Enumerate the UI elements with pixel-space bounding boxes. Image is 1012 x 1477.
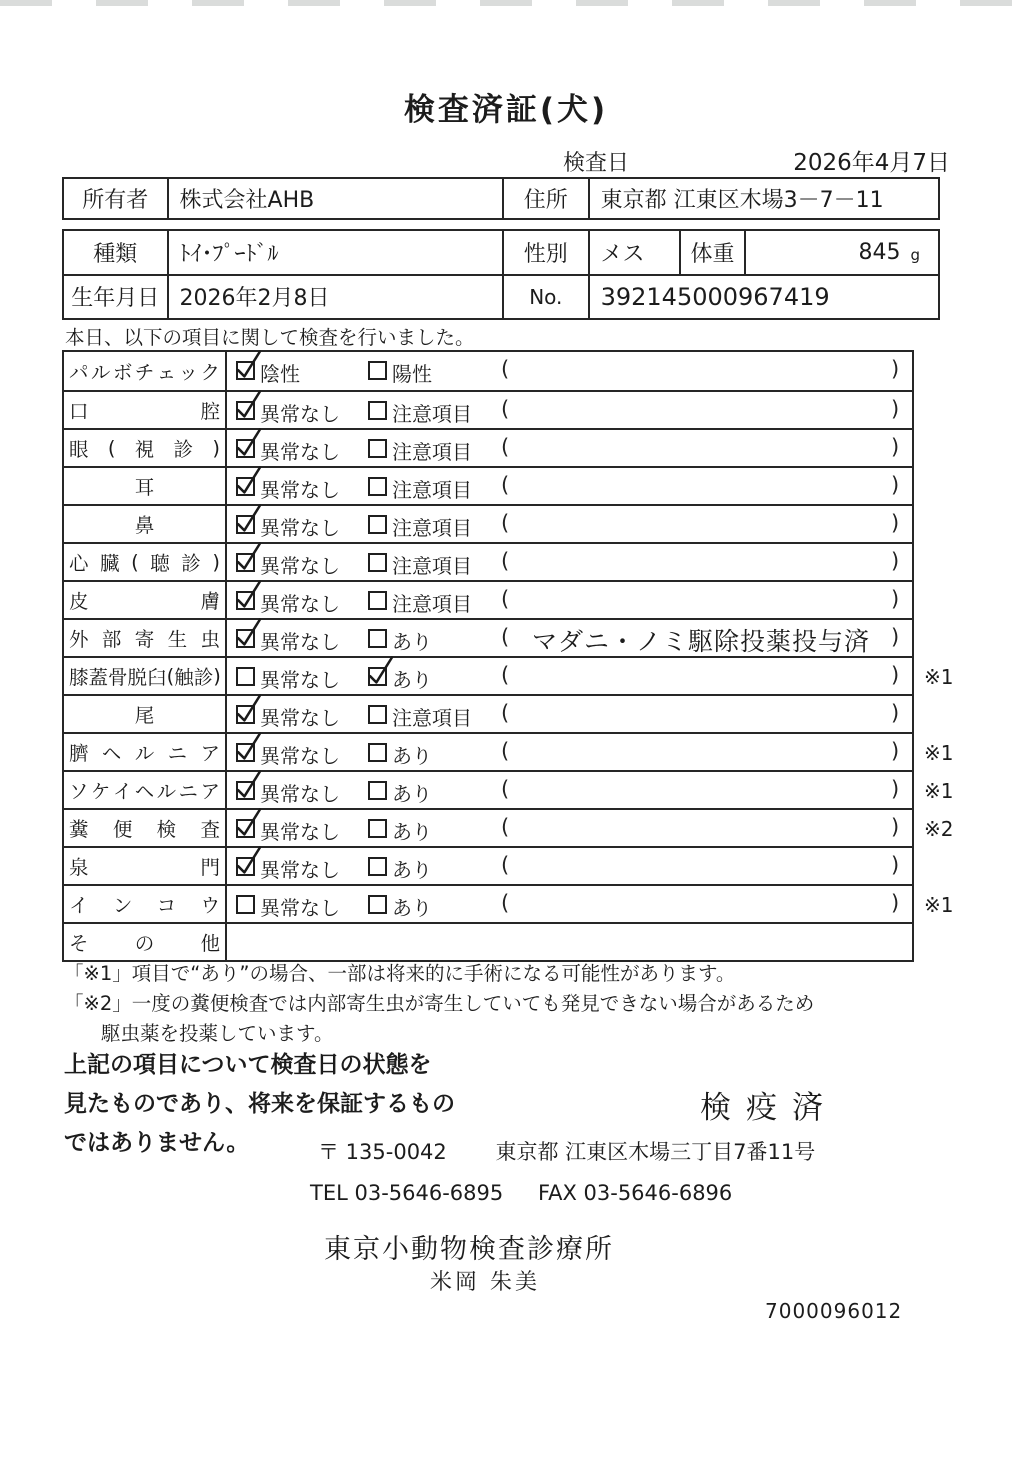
- intro-text: 本日、以下の項目に関して検査を行いました。: [65, 326, 475, 349]
- checklist-row: [64, 428, 912, 466]
- footnotes: [64, 959, 814, 1049]
- option-label: あり: [392, 630, 432, 654]
- weight-label: 体重: [690, 241, 735, 267]
- paren-close: ): [891, 815, 900, 839]
- number-label-cell: [502, 276, 588, 319]
- paren-note: マダニ・ノミ駆除投薬投与済: [531, 627, 870, 656]
- disclaimer-line: 上記の項目について検査日の状態を: [64, 1052, 432, 1078]
- number-label: No.: [529, 284, 563, 309]
- empty-checkbox: [368, 705, 387, 724]
- postal-code: 〒 135-0042: [318, 1140, 447, 1164]
- item-label: 皮 膚: [64, 582, 227, 618]
- checked-checkbox: [236, 591, 255, 610]
- checkmark-icon: [234, 768, 262, 802]
- paren-close: ): [891, 511, 900, 535]
- checklist-row: [64, 466, 912, 504]
- pet-row-1: [64, 231, 938, 274]
- checkmark-icon: [234, 426, 262, 460]
- checklist-row: [64, 922, 912, 960]
- option-label: 異常なし: [260, 402, 340, 426]
- clinic-name: 東京小動物検査診療所: [324, 1234, 614, 1265]
- checklist-row: [64, 808, 954, 846]
- empty-checkbox: [368, 401, 387, 420]
- empty-checkbox: [368, 553, 387, 572]
- item-label: 眼 ( 視 診 ): [64, 430, 227, 466]
- empty-checkbox: [368, 743, 387, 762]
- option-label: あり: [392, 820, 432, 844]
- checkmark-icon: [234, 540, 262, 574]
- footnote-line: 「※1」項目で“あり”の場合、一部は将来的に手術になる可能性があります。: [64, 962, 736, 985]
- owner-table: [62, 177, 940, 220]
- paren-open: (: [501, 777, 510, 801]
- weight-unit: g: [910, 246, 921, 265]
- empty-checkbox: [368, 439, 387, 458]
- checklist-row: [64, 390, 912, 428]
- item-result: [227, 848, 912, 884]
- option-label: あり: [392, 782, 432, 806]
- paren-close: ): [891, 357, 900, 381]
- paren-open: (: [501, 701, 510, 725]
- option-label: 注意項目: [392, 706, 472, 730]
- empty-checkbox: [368, 781, 387, 800]
- paren-close: ): [891, 549, 900, 573]
- item-label: 尾: [64, 696, 227, 732]
- empty-checkbox: [368, 591, 387, 610]
- breed-value: ﾄｲ･ﾌﾟｰﾄﾞﾙ: [179, 241, 279, 267]
- address-value-cell: [588, 179, 938, 218]
- birthdate-label: 生年月日: [71, 286, 160, 312]
- paren-close: ): [891, 853, 900, 877]
- option-label: あり: [392, 744, 432, 768]
- empty-checkbox: [368, 477, 387, 496]
- option-label: 陽性: [392, 362, 432, 386]
- footnote-ref: ※1: [924, 893, 954, 917]
- paren-open: (: [501, 625, 510, 649]
- checked-checkbox: [236, 439, 255, 458]
- checked-checkbox: [236, 705, 255, 724]
- option-label: あり: [392, 896, 432, 920]
- option-label: 異常なし: [260, 858, 340, 882]
- checked-checkbox: [236, 629, 255, 648]
- veterinarian-name: 米岡 朱美: [430, 1270, 540, 1295]
- address-label: 住所: [523, 188, 568, 213]
- paren-open: (: [501, 891, 510, 915]
- checkmark-icon: [234, 502, 262, 536]
- option-label: 注意項目: [392, 440, 472, 464]
- checked-checkbox: [236, 819, 255, 838]
- item-result: [227, 352, 912, 390]
- option-label: あり: [392, 858, 432, 882]
- empty-checkbox: [236, 667, 255, 686]
- empty-checkbox: [236, 895, 255, 914]
- pet-table: [62, 229, 940, 320]
- item-result: [227, 620, 912, 656]
- empty-checkbox: [368, 819, 387, 838]
- empty-checkbox: [368, 515, 387, 534]
- item-label: 鼻: [64, 506, 227, 542]
- option-label: 異常なし: [260, 592, 340, 616]
- birthdate-label-cell: [64, 276, 167, 319]
- clinic-postal-line: [318, 1136, 815, 1166]
- item-result: [227, 734, 912, 770]
- item-label: 膝 蓋 骨 脱 臼 ( 触 診 ): [64, 658, 227, 694]
- page-title: 検査済証(犬): [403, 92, 609, 128]
- checklist-table: [62, 350, 954, 962]
- fax-number: FAX 03-5646-6896: [537, 1181, 733, 1205]
- paren-open: (: [501, 511, 510, 535]
- weight-value-cell: [744, 231, 938, 274]
- checked-checkbox: [236, 477, 255, 496]
- checked-checkbox: [236, 553, 255, 572]
- paren-open: (: [501, 587, 510, 611]
- address-value: 東京都 江東区木場3－7－11: [600, 188, 884, 213]
- checklist-row: [64, 656, 954, 694]
- paren-open: (: [501, 357, 510, 381]
- birthdate-value: 2026年2月8日: [179, 286, 330, 312]
- checked-checkbox: [236, 515, 255, 534]
- item-result: [227, 392, 912, 428]
- address-label-cell: [502, 179, 588, 218]
- checked-checkbox: [236, 361, 255, 380]
- footnote-ref: ※1: [924, 741, 954, 765]
- item-result: [227, 430, 912, 466]
- checked-checkbox: [236, 857, 255, 876]
- item-result: [227, 506, 912, 542]
- number-value: 392145000967419: [600, 282, 830, 311]
- item-label: 心 臓 ( 聴 診 ): [64, 544, 227, 580]
- clinic-phone-line: [310, 1181, 732, 1205]
- paren-close: ): [891, 473, 900, 497]
- option-label: 陰性: [260, 362, 300, 386]
- checklist-row: [64, 618, 912, 656]
- checked-checkbox: [368, 667, 387, 686]
- paren-open: (: [501, 435, 510, 459]
- paren-open: (: [501, 473, 510, 497]
- item-result: [227, 886, 912, 922]
- item-label: ソ ケ イ ヘ ル ニ ア: [64, 772, 227, 808]
- quarantine-stamp: 検疫済: [700, 1090, 838, 1126]
- option-label: 注意項目: [392, 402, 472, 426]
- item-label: 耳: [64, 468, 227, 504]
- option-label: 異常なし: [260, 554, 340, 578]
- footnote-line: 「※2」一度の糞便検査では内部寄生虫が寄生していても発見できない場合があるため: [64, 992, 815, 1015]
- number-value-cell: [588, 276, 938, 319]
- pet-row-2: [64, 274, 938, 319]
- item-label: 外 部 寄 生 虫: [64, 620, 227, 656]
- item-result: [227, 658, 912, 694]
- owner-label-cell: [64, 179, 167, 218]
- item-label: 糞 便 検 査: [64, 810, 227, 846]
- empty-checkbox: [368, 361, 387, 380]
- sex-label: 性別: [523, 241, 568, 267]
- item-label: イ ン コ ウ: [64, 886, 227, 922]
- paren-open: (: [501, 815, 510, 839]
- paren-close: ): [891, 739, 900, 763]
- weight-label-cell: [679, 231, 744, 274]
- checked-checkbox: [236, 401, 255, 420]
- checklist-row: [64, 884, 954, 922]
- checked-checkbox: [236, 743, 255, 762]
- footnote-ref: ※1: [924, 779, 954, 803]
- breed-label-cell: [64, 231, 167, 274]
- paren-close: ): [891, 663, 900, 687]
- item-result: [227, 810, 912, 846]
- paren-open: (: [501, 853, 510, 877]
- footnote-line: 駆虫薬を投薬しています。: [101, 1022, 334, 1045]
- option-label: 異常なし: [260, 668, 340, 692]
- checkmark-icon: [366, 654, 394, 688]
- item-label: そ の 他: [64, 924, 227, 960]
- option-label: 異常なし: [260, 478, 340, 502]
- item-result: [227, 696, 912, 732]
- option-label: 異常なし: [260, 706, 340, 730]
- item-result: [227, 924, 912, 960]
- option-label: 異常なし: [260, 630, 340, 654]
- footnote-ref: ※2: [924, 817, 954, 841]
- checklist-row: [64, 504, 912, 542]
- item-label: 泉 門: [64, 848, 227, 884]
- sex-value: メス: [600, 241, 645, 267]
- option-label: 注意項目: [392, 554, 472, 578]
- inspection-date-label: 検査日: [563, 151, 630, 176]
- paren-close: ): [891, 435, 900, 459]
- checklist-row: [64, 732, 954, 770]
- paren-open: (: [501, 397, 510, 421]
- tel-number: TEL 03-5646-6895: [310, 1181, 504, 1205]
- checkmark-icon: [234, 464, 262, 498]
- checklist-row: [64, 580, 912, 618]
- checkmark-icon: [234, 616, 262, 650]
- scan-artifact-top: [0, 0, 1012, 6]
- owner-value-cell: [167, 179, 502, 218]
- birthdate-value-cell: [167, 276, 502, 319]
- owner-row: [64, 179, 938, 218]
- checkmark-icon: [234, 806, 262, 840]
- checklist-row: [64, 846, 912, 884]
- checkmark-icon: [234, 388, 262, 422]
- item-label: パ ル ボ チ ェ ッ ク: [64, 352, 227, 390]
- option-label: あり: [392, 668, 432, 692]
- option-label: 異常なし: [260, 440, 340, 464]
- checkmark-icon: [234, 348, 262, 382]
- paren-close: ): [891, 587, 900, 611]
- option-label: 異常なし: [260, 744, 340, 768]
- paren-close: ): [891, 625, 900, 649]
- paren-close: ): [891, 701, 900, 725]
- footnote-ref: ※1: [924, 665, 954, 689]
- breed-label: 種類: [93, 241, 138, 267]
- option-label: 注意項目: [392, 478, 472, 502]
- checklist-row: [64, 770, 954, 808]
- paren-open: (: [501, 663, 510, 687]
- sex-label-cell: [502, 231, 588, 274]
- owner-label: 所有者: [82, 188, 149, 213]
- disclaimer-line: 見たものであり、将来を保証するもの: [64, 1091, 455, 1117]
- paren-close: ): [891, 891, 900, 915]
- checklist-row: [64, 352, 912, 390]
- item-result: [227, 582, 912, 618]
- empty-checkbox: [368, 629, 387, 648]
- item-result: [227, 544, 912, 580]
- owner-value: 株式会社AHB: [179, 188, 315, 213]
- paren-open: (: [501, 549, 510, 573]
- item-result: [227, 772, 912, 808]
- checklist-row: [64, 542, 912, 580]
- checked-checkbox: [236, 781, 255, 800]
- option-label: 異常なし: [260, 896, 340, 920]
- item-result: [227, 468, 912, 504]
- option-label: 異常なし: [260, 820, 340, 844]
- checkmark-icon: [234, 844, 262, 878]
- breed-value-cell: [167, 231, 502, 274]
- disclaimer-line: ではありません。: [64, 1130, 250, 1156]
- checkmark-icon: [234, 692, 262, 726]
- weight-value: 845: [858, 239, 901, 265]
- item-label: 口 腔: [64, 392, 227, 428]
- checkmark-icon: [234, 730, 262, 764]
- item-label: 臍 ヘ ル ニ ア: [64, 734, 227, 770]
- checkmark-icon: [234, 578, 262, 612]
- option-label: 注意項目: [392, 592, 472, 616]
- checklist-row: [64, 694, 912, 732]
- sex-value-cell: [588, 231, 680, 274]
- clinic-address: 東京都 江東区木場三丁目7番11号: [495, 1140, 816, 1164]
- option-label: 異常なし: [260, 516, 340, 540]
- paren-close: ): [891, 777, 900, 801]
- paren-close: ): [891, 397, 900, 421]
- paren-open: (: [501, 739, 510, 763]
- empty-checkbox: [368, 857, 387, 876]
- option-label: 異常なし: [260, 782, 340, 806]
- inspection-date-value: 2026年4月7日: [793, 150, 950, 176]
- document-number: 7000096012: [765, 1299, 903, 1323]
- option-label: 注意項目: [392, 516, 472, 540]
- empty-checkbox: [368, 895, 387, 914]
